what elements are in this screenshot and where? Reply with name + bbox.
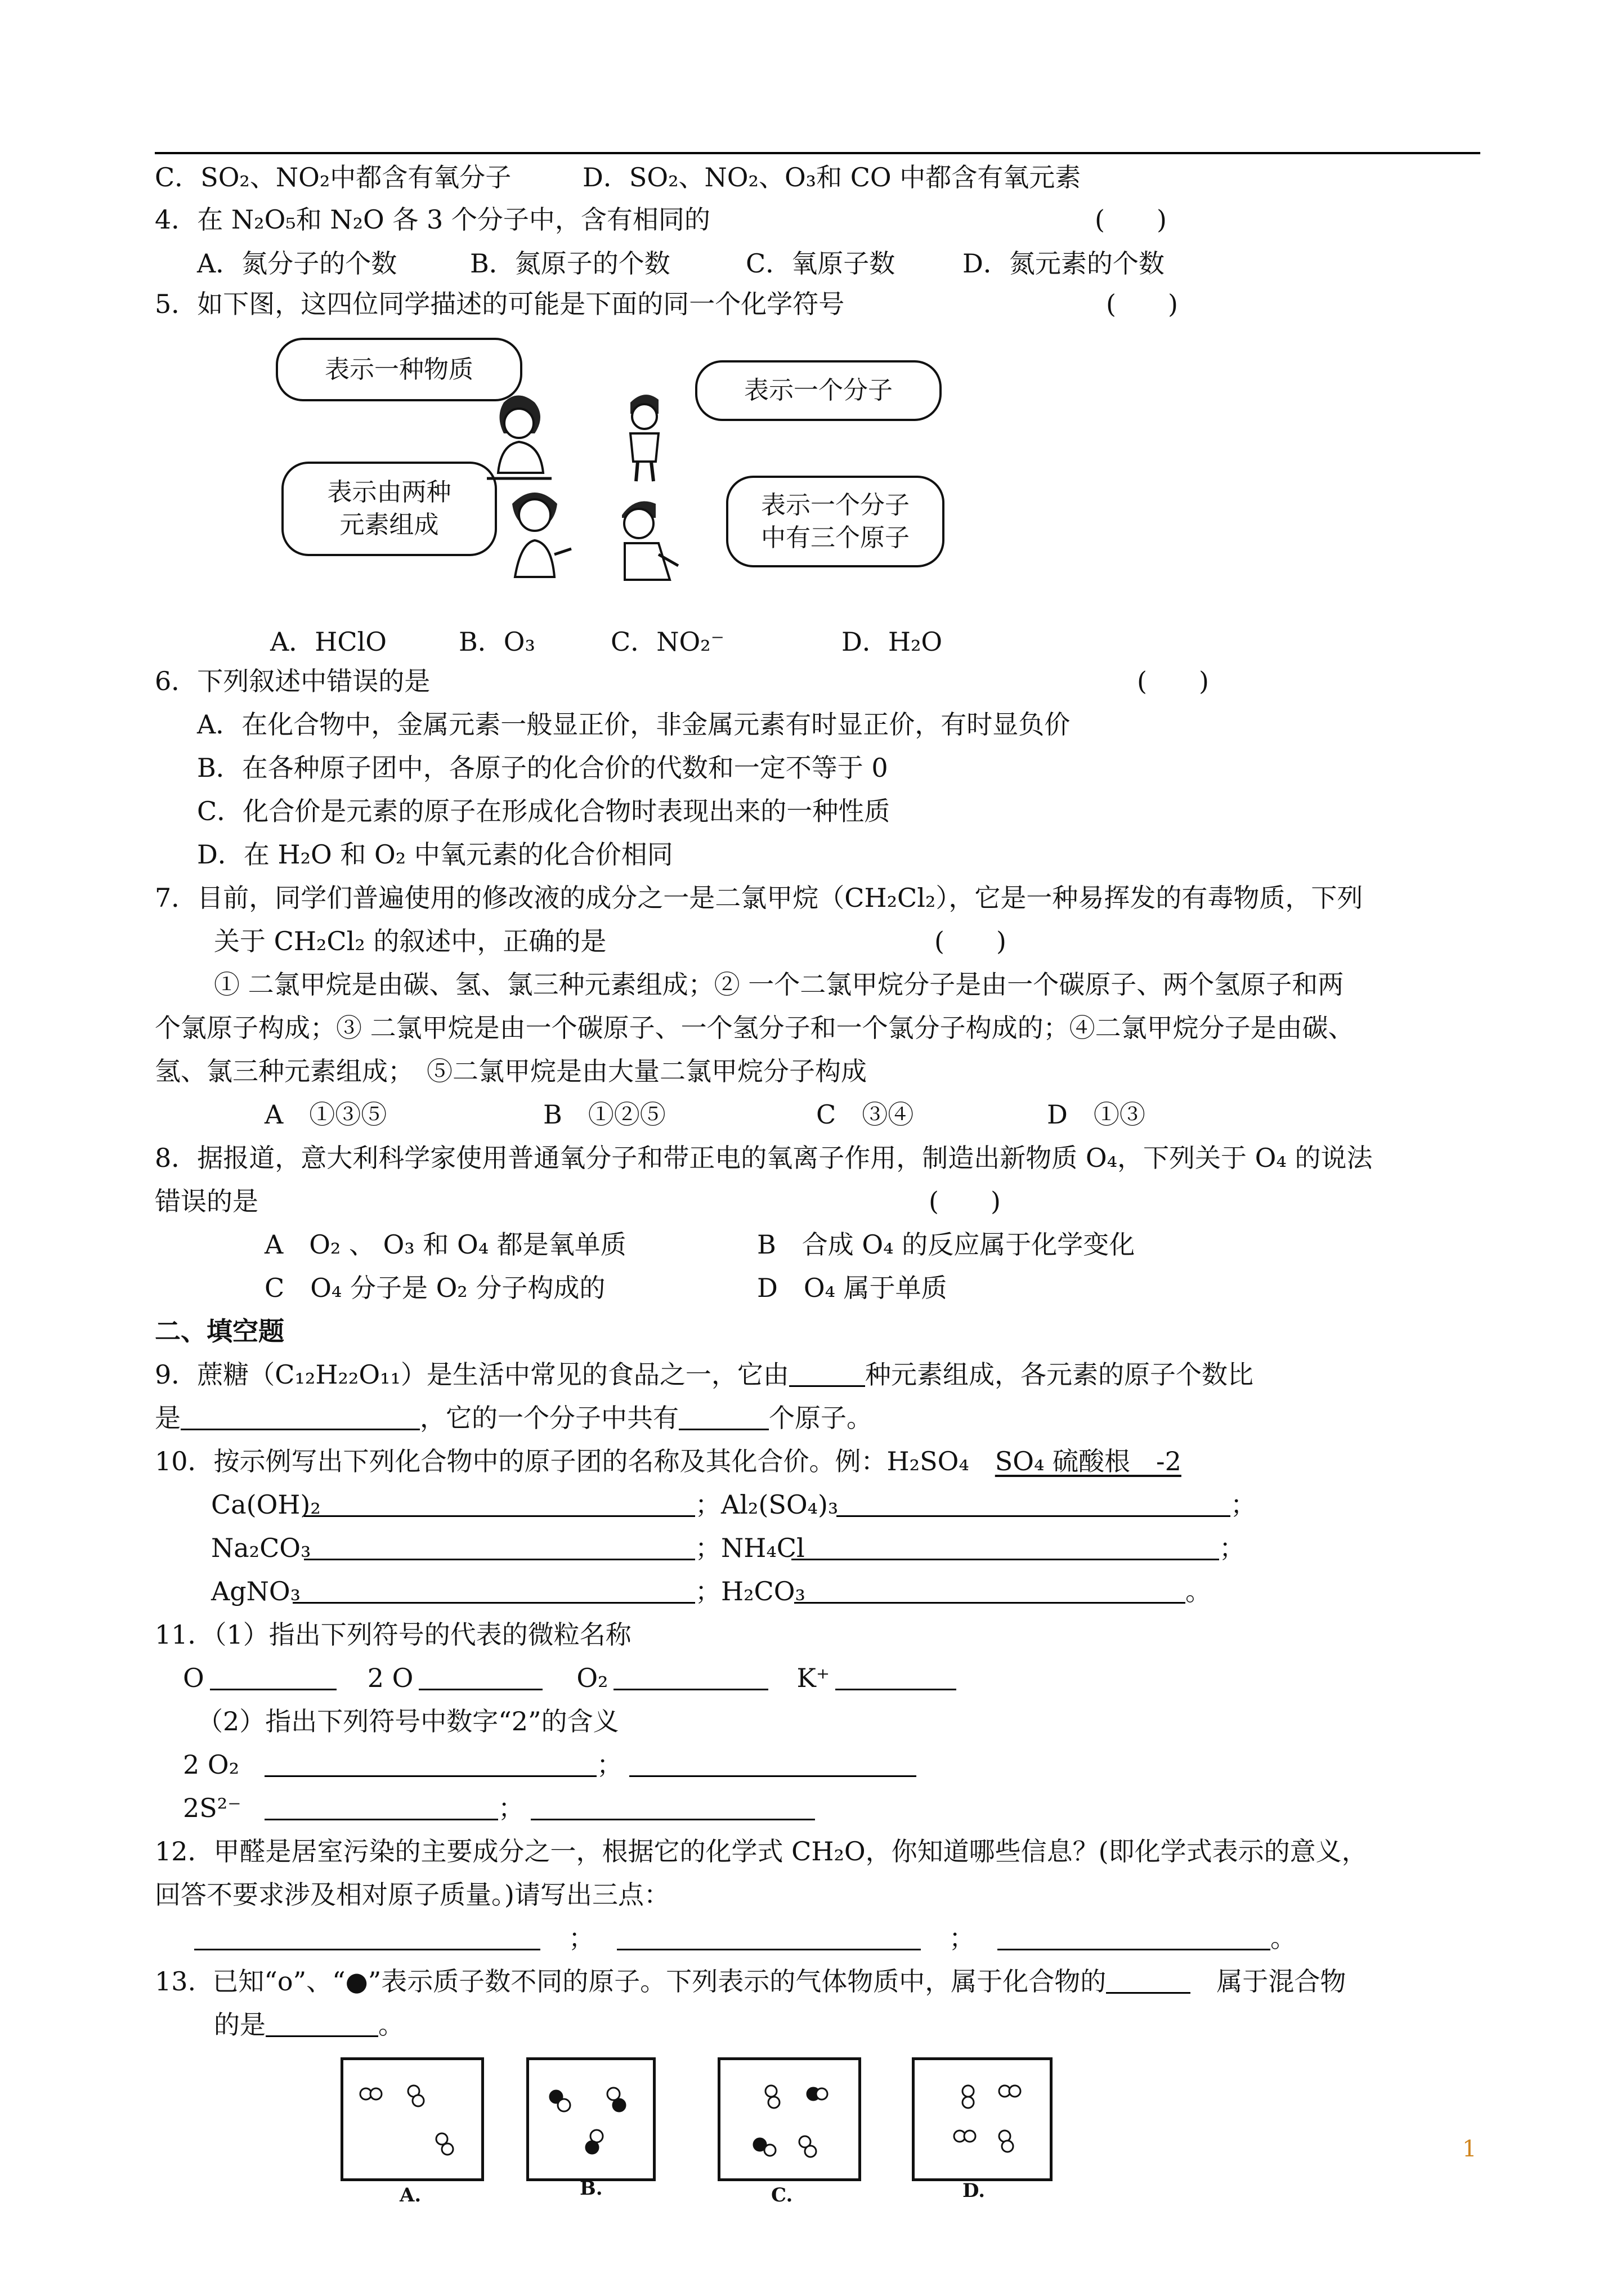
q4-option-b: B．氮原子的个数 [470,248,670,279]
q7-line-2: 关于 CH₂Cl₂ 的叙述中，正确的是 [214,926,607,956]
speech-bubble-1: 表示一种物质 [276,338,522,401]
q11-blank-2[interactable] [419,1664,543,1690]
q8-option-c: C O₄ 分子是 O₂ 分子构成的 [265,1273,606,1303]
q10-blank-3[interactable] [304,1534,695,1560]
q8-line-2: 错误的是 [155,1186,258,1216]
q5-option-a: A．HClO [270,626,387,657]
q4-option-d: D．氮元素的个数 [962,248,1165,279]
section-heading-fill-in: 二、填空题 [155,1316,284,1346]
q6-option-a: A．在化合物中，金属元素一般显正价，非金属元素有时显正价，有时显负价 [197,709,1071,740]
q9-line-2: 是 ，它的一个分子中共有 个原子。 [155,1403,872,1433]
q12-blank-2[interactable] [617,1924,921,1950]
q10-example-answer: SO₄ 硫酸根 -2 [995,1446,1181,1476]
q6-stem: 6．下列叙述中错误的是 [155,666,431,696]
q7-line-5: 氢、氯三种元素组成； ⑤二氯甲烷是由大量二氯甲烷分子构成 [155,1056,867,1086]
q5-answer-paren: ( ) [1106,289,1178,319]
q13-label-c: C. [771,2184,793,2207]
q12-line-2: 回答不要求涉及相对原子质量。)请写出三点： [155,1879,670,1910]
q10-blank-2[interactable] [836,1491,1230,1517]
q8-line-1: 8．据报道，意大利科学家使用普通氧分子和带正电的氧离子作用，制造出新物质 O₄，下列关于 O₄ 的说法 [155,1143,1373,1173]
q13-diagram-d [912,2057,1053,2181]
q4-answer-paren: ( ) [1095,204,1167,235]
q13-label-a: A. [400,2184,422,2207]
q13-label-b: B. [580,2177,603,2200]
speech-bubble-3: 表示由两种 元素组成 [281,462,497,556]
q11-row-3: 2S²⁻ ； [183,1791,815,1825]
q7-answer-paren: ( ) [934,926,1006,956]
q11-row-2: 2 O₂ ； [183,1748,916,1782]
q5-option-c: C．NO₂⁻ [611,626,724,657]
speech-bubble-4: 表示一个分子 中有三个原子 [726,476,944,567]
q13-line-2: 的是 。 [214,2009,404,2040]
q13-diagram-b [526,2057,656,2181]
q8-answer-paren: ( ) [929,1186,1001,1216]
q3-option-c: C．SO₂、NO₂中都含有氧分子 [155,162,512,193]
q7-line-3: ① 二氯甲烷是由碳、氢、氯三种元素组成；② 一个二氯甲烷分子是由一个碳原子、两个氢原子和两 [214,969,1344,1000]
q11-blank-8[interactable] [531,1794,815,1820]
q13-diagram-c [718,2057,861,2181]
q10-row-2: Na₂CO₃ ；NH₄Cl ； [211,1533,1245,1563]
q12-line-1: 12．甲醛是居室污染的主要成分之一，根据它的化学式 CH₂O，你知道哪些信息？(即化学式表示的意义， [155,1836,1368,1867]
q10-blank-1[interactable] [304,1491,695,1517]
q11-row-1: O 2 O O₂ K⁺ [183,1661,956,1695]
student-girl-2-icon [495,481,574,583]
q9-line-1: 9．蔗糖（C₁₂H₂₂O₁₁）是生活中常见的食品之一，它由 种元素组成，各元素的原子个数比 [155,1359,1253,1390]
q6-answer-paren: ( ) [1137,666,1209,696]
q13-line-1: 13. 已知“o”、“●”表示质子数不同的原子。下列表示的气体物质中，属于化合物的 属于混合物 [155,1966,1346,1997]
q13-diagram-a [341,2057,484,2181]
speech-bubble-2: 表示一个分子 [695,360,942,421]
q12-answer-row: ； ； 。 [194,1921,1296,1955]
q8-option-b: B 合成 O₄ 的反应属于化学变化 [757,1229,1135,1260]
q8-option-a: A O₂ 、 O₃ 和 O₄ 都是氧单质 [265,1229,626,1260]
q3-option-d: D．SO₂、NO₂、O₃和 CO 中都含有氧元素 [583,162,1081,193]
q11-part-1: 11．（1）指出下列符号的代表的微粒名称 [155,1619,632,1650]
q13-label-d: D. [962,2179,986,2202]
q10-blank-5[interactable] [293,1577,695,1604]
q13-blank-1[interactable] [1106,1967,1190,1994]
q5-option-b: B．O₃ [459,626,535,657]
student-girl-1-icon [478,388,557,484]
q11-blank-5[interactable] [265,1751,597,1777]
q12-blank-3[interactable] [997,1924,1270,1950]
q5-stem: 5．如下图，这四位同学描述的可能是下面的同一个化学符号 [155,289,845,319]
q10-blank-4[interactable] [791,1534,1219,1560]
q11-part-2: （2）指出下列符号中数字“2”的含义 [197,1706,619,1736]
q6-option-c: C．化合价是元素的原子在形成化合物时表现出来的一种性质 [197,796,890,826]
q11-blank-1[interactable] [210,1664,337,1690]
q4-option-c: C．氧原子数 [746,248,895,279]
page-number: 1 [1462,2136,1477,2162]
q11-blank-6[interactable] [629,1751,916,1777]
q9-blank-3[interactable] [679,1404,769,1430]
q12-blank-1[interactable] [194,1924,540,1950]
q9-blank-2[interactable] [181,1404,420,1430]
q6-option-d: D．在 H₂O 和 O₂ 中氧元素的化合价相同 [197,839,673,870]
q4-option-a: A．氮分子的个数 [197,248,397,279]
q9-blank-1[interactable] [789,1360,865,1387]
q10-row-3: AgNO₃ ；H₂CO₃ 。 [211,1576,1211,1606]
student-boy-1-icon [611,388,678,484]
header-rule [155,152,1480,154]
q7-option-b: B ①②⑤ [543,1099,666,1130]
student-boy-2-icon [608,493,687,588]
q11-blank-3[interactable] [614,1664,768,1690]
q7-option-d: D ①③ [1047,1099,1145,1130]
q5-option-d: D．H₂O [841,626,943,657]
q7-option-c: C ③④ [816,1099,914,1130]
q11-blank-7[interactable] [265,1794,498,1820]
q7-line-1: 7．目前，同学们普遍使用的修改液的成分之一是二氯甲烷（CH₂Cl₂），它是一种易挥发的有毒物质，下列 [155,883,1363,913]
q13-blank-2[interactable] [266,2011,378,2037]
q11-blank-4[interactable] [835,1664,956,1690]
q10-row-1: Ca(OH)₂ ；Al₂(SO₄)₃ ； [211,1489,1256,1520]
q6-option-b: B．在各种原子团中，各原子的化合价的代数和一定不等于 0 [197,753,888,783]
q7-line-4: 个氯原子构成；③ 二氯甲烷是由一个碳原子、一个氢分子和一个氯分子构成的；④二氯甲烷分子是由碳、 [155,1013,1354,1043]
q4-stem: 4．在 N₂O₅和 N₂O 各 3 个分子中，含有相同的 [155,204,710,235]
q10-stem: 10．按示例写出下列化合物中的原子团的名称及其化合价。例：H₂SO₄ SO₄ 硫酸根 -2 [155,1446,1181,1476]
q8-option-d: D O₄ 属于单质 [757,1273,947,1303]
q7-option-a: A ①③⑤ [265,1099,387,1130]
q10-blank-6[interactable] [794,1577,1185,1604]
